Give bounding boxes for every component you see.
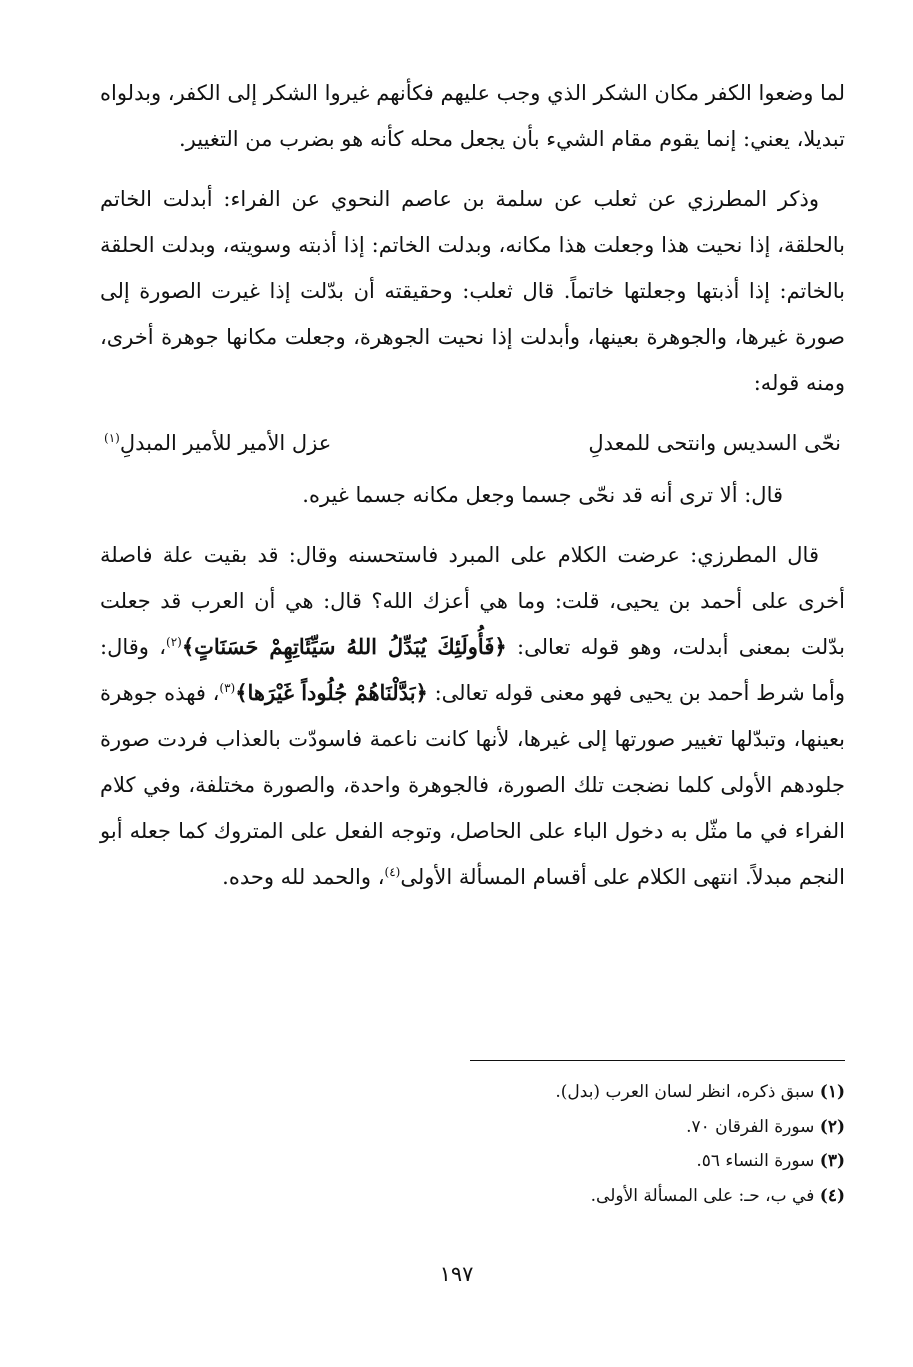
quran-quote-2: ﴿بَدَّلْنَاهُمْ جُلُوداً غَيْرَها﴾	[235, 680, 428, 705]
footnote-text: سورة النساء ٥٦.	[696, 1151, 815, 1171]
paragraph-4	[100, 532, 845, 900]
footnote-text: في ب، حـ: على المسألة الأولى.	[590, 1185, 815, 1206]
footnote-separator	[470, 1060, 845, 1061]
paragraph-4-part-b: ، وقال: وأما شرط أحمد بن يحيى فهو معنى قوله تعالى:	[100, 635, 845, 705]
paragraph-3: قال: ألا ترى أنه قد نحّى جسما وجعل مكانه جسما غيره.	[302, 483, 783, 507]
footnote-2	[245, 1110, 845, 1145]
page-body	[100, 70, 845, 914]
paragraph-2: وذكر المطرزي عن ثعلب عن سلمة بن عاصم النحوي عن الفراء: أبدلت الخاتم بالحلقة، إذا نحيت هذا وجعلت هذا مكانه، وبدلت الخاتم: إذا أذبته وسويته، وبدلت الحلقة بالخاتم: إذا أذبتها وجعلتها خاتماً. قال ثعلب: وحقيقته أن بدّلت إذا غيرت الصورة إلى صورة غيرها، والجوهرة بعينها، وأبدلت إذا نحيت الجوهرة، وجعلت مكانها جوهرة أخرى، ومنه قوله:	[100, 187, 845, 395]
poetry-verse	[100, 420, 845, 466]
footnotes	[245, 1075, 845, 1213]
paragraph-1: لما وضعوا الكفر مكان الشكر الذي وجب عليهم فكأنهم غيروا الشكر إلى الكفر، وبدلواه تبديلا، يعني: إنما يقوم مقام الشيء بأن يجعل محله كأنه هو بضرب من التغيير.	[100, 81, 845, 151]
footnote-4	[245, 1179, 845, 1214]
verse-second-hemistich	[104, 420, 331, 466]
verse-second-hemistich-text: عزل الأمير للأمير المبدلِ	[119, 431, 332, 455]
footnote-number: (٣)	[819, 1151, 845, 1171]
footnote-text: سبق ذكره، انظر لسان العرب (بدل).	[555, 1082, 815, 1102]
paragraph-4-part-c: ، فهذه جوهرة بعينها، وتبدّلها تغيير صورتها إلى غيرها، لأنها كانت ناعمة فاسودّت بالعذاب فردت صورة جلودهم الأولى كلما نضجت تلك الصورة، فالجوهرة واحدة، والصورة مختلفة، وفي كلام الفراء في ما مثّل به دخول الباء على الحاصل، وتوجه الفعل على المتروك كما جعله أبو النجم مبدلاً. انتهى الكلام على أقسام المسألة الأولى	[100, 681, 845, 889]
footnote-3	[245, 1144, 845, 1179]
footnote-number: (٤)	[819, 1185, 845, 1206]
paragraph-4-part-a: قال المطرزي: عرضت الكلام على المبرد فاستحسنه وقال: قد بقيت علة فاصلة أخرى على أحمد بن يحيى، قلت: وما هي أعزك الله؟ قال: هي أن العرب قد جعلت بدّلت بمعنى أبدلت، وهو قوله تعالى:	[100, 543, 845, 659]
quran-quote-1: ﴿فَأُولَئِكَ يُبَدِّلُ اللهُ سَيِّئَاتِهِمْ حَسَنَاتٍ﴾	[181, 634, 507, 659]
footnote-ref-1: (١)	[104, 431, 120, 445]
page-number: ١٩٧	[439, 1262, 474, 1286]
footnote-number: (٢)	[819, 1116, 845, 1137]
footnote-ref-3: (٣)	[219, 681, 236, 695]
footnote-number: (١)	[819, 1082, 845, 1102]
footnote-ref-2: (٢)	[166, 635, 182, 649]
footnote-1	[245, 1075, 845, 1110]
paragraph-4-part-d: ، والحمد لله وحده.	[222, 865, 385, 889]
verse-first-hemistich: نحّى السديس وانتحى للمعدلِ	[588, 431, 841, 455]
footnote-ref-4: (٤)	[384, 865, 401, 879]
footnote-text: سورة الفرقان ٧٠.	[686, 1116, 815, 1137]
